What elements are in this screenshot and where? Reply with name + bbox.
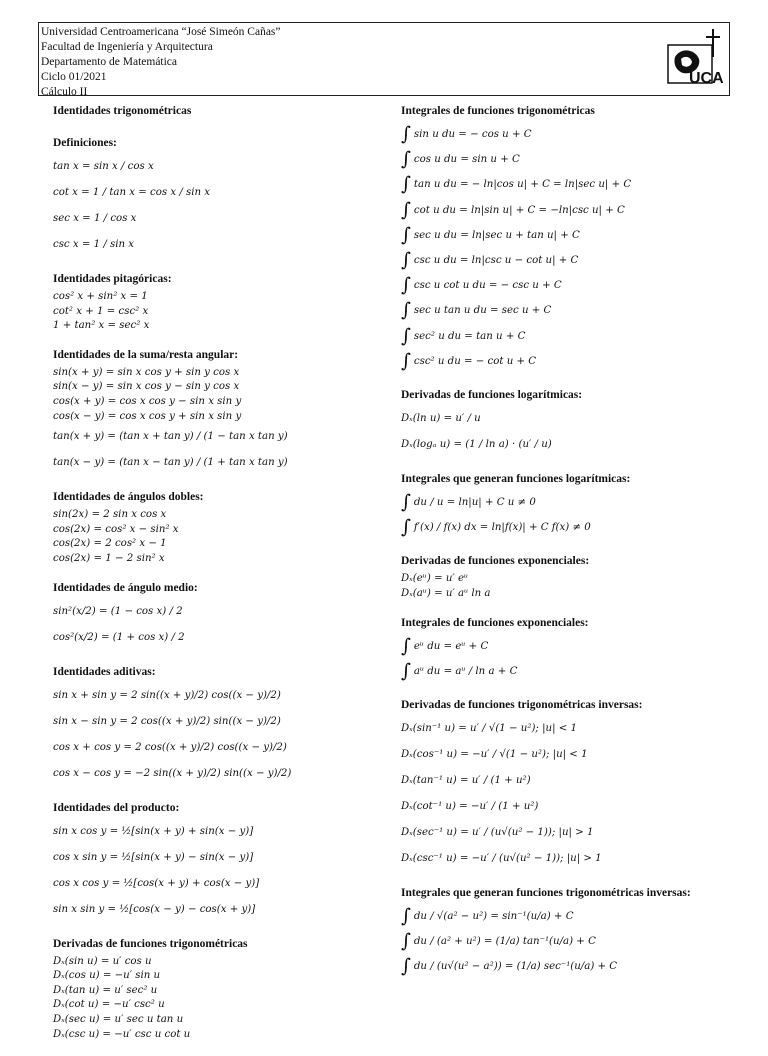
integral-formula: [401, 147, 741, 172]
section-title: Integrales de funciones exponenciales:: [401, 616, 589, 629]
formula-line: [53, 897, 373, 923]
formula-section: [401, 554, 741, 601]
formula-text: du / (a² + u²) = (1/a) tan⁻¹(u/a) + C: [413, 936, 596, 948]
integral-formula: [401, 954, 741, 979]
formula-line: [401, 587, 741, 602]
integral-sign-icon: ∫: [401, 516, 411, 539]
formula-text: sin x + sin y = 2 sin((x + y)/2) cos((x − y)/2): [53, 689, 281, 701]
document-header: [38, 22, 730, 96]
formula-section: [401, 472, 741, 540]
formula-text: sin(x − y) = sin x cos y − sin y cos x: [53, 381, 240, 393]
integral-sign-icon: ∫: [401, 659, 411, 682]
faculty-name: Facultad de Ingeniería y Arquitectura: [41, 41, 213, 53]
formula-line: [401, 742, 741, 768]
formula-text: sin²(x/2) = (1 − cos x) / 2: [53, 605, 183, 617]
formula-text: sec² u du = tan u + C: [413, 330, 526, 342]
formula-text: cos(2x) = 2 cos² x − 1: [53, 538, 167, 550]
formula-line: [53, 395, 373, 410]
formula-text: tan(x + y) = (tan x + tan y) / (1 − tan x tan y): [53, 431, 288, 443]
logo-text: UCA: [689, 70, 724, 87]
formula-line: [53, 709, 373, 735]
formula-text: Dₓ(cos⁻¹ u) = −u′ / √(1 − u²); |u| < 1: [401, 749, 588, 761]
formula-text: sin u du = − cos u + C: [413, 129, 532, 140]
formula-text: Dₓ(sec u) = u′ sec u tan u: [53, 1013, 184, 1025]
formula-text: sec u tan u du = sec u + C: [413, 305, 552, 317]
formula-text: cos x + cos y = 2 cos((x + y)/2) cos((x − y)/2): [53, 741, 287, 753]
formula-line: [53, 761, 373, 787]
integral-sign-icon: ∫: [401, 198, 411, 221]
formula-line: [53, 683, 373, 709]
formula-line: [401, 716, 741, 742]
formula-line: [401, 406, 741, 432]
formula-text: cot u du = ln|sin u| + C = −ln|csc u| + C: [413, 204, 625, 216]
formula-line: [401, 846, 741, 872]
section-title: Derivadas de funciones trigonométricas inversas:: [401, 699, 643, 712]
formula-text: cot² x + 1 = csc² x: [53, 305, 149, 317]
formula-section: [53, 665, 373, 787]
formula-text: Dₓ(sec⁻¹ u) = u′ / (u√(u² − 1)); |u| > 1: [401, 827, 594, 839]
formula-text: sec x = 1 / cos x: [53, 213, 137, 224]
formula-text: tan u du = − ln|cos u| + C = ln|sec u| + C: [413, 179, 632, 191]
formula-text: Dₓ(sin u) = u′ cos u: [53, 955, 152, 967]
formula-text: cot x = 1 / tan x = cos x / sin x: [53, 187, 211, 198]
formula-line: [401, 432, 741, 458]
formula-line: [53, 819, 373, 845]
header-text: [41, 25, 281, 100]
formula-text: Dₓ(csc u) = −u′ csc u cot u: [53, 1028, 191, 1040]
formula-text: cos(2x) = cos² x − sin² x: [53, 523, 179, 535]
formula-section: [53, 581, 373, 651]
formula-text: csc x = 1 / sin x: [53, 239, 135, 250]
formula-line: [53, 625, 373, 651]
formula-text: cos x cos y = ½[cos(x + y) + cos(x − y)]: [53, 877, 260, 889]
formula-text: cos² x + sin² x = 1: [53, 291, 148, 302]
integral-sign-icon: ∫: [401, 634, 411, 657]
integral-formula: [401, 324, 741, 349]
formula-text: eᵘ du = eᵘ + C: [413, 640, 489, 652]
formula-text: Dₓ(logₐ u) = (1 / ln a) · (u′ / u): [401, 439, 552, 451]
section-title: Integrales de funciones trigonométricas: [401, 105, 595, 117]
formula-text: Dₓ(cos u) = −u′ sin u: [53, 970, 161, 982]
cycle-label: Ciclo 01/2021: [41, 71, 107, 83]
formula-section: [401, 886, 741, 980]
formula-section: [401, 698, 741, 872]
formula-line: [53, 984, 373, 999]
integral-sign-icon: ∫: [401, 173, 411, 196]
formula-text: sin(x + y) = sin x cos y + sin y cos x: [53, 366, 240, 378]
section-title: Integrales que generan funciones trigonométricas inversas:: [401, 887, 691, 900]
formula-text: cos(2x) = 1 − 2 sin² x: [53, 552, 165, 564]
integral-sign-icon: ∫: [401, 905, 411, 928]
formula-text: cos x − cos y = −2 sin((x + y)/2) sin((x − y)/2): [53, 767, 292, 779]
formula-line: [53, 508, 373, 523]
section-title: Derivadas de funciones logarítmicas:: [401, 389, 583, 402]
formula-line: [53, 871, 373, 897]
formula-section: [53, 490, 373, 566]
section-title: Definiciones:: [53, 137, 117, 149]
formula-text: tan(x − y) = (tan x − tan y) / (1 + tan x tan y): [53, 457, 288, 469]
formula-line: [53, 537, 373, 552]
formula-line: [53, 599, 373, 625]
integral-formula: [401, 515, 741, 540]
formula-text: Dₓ(eᵘ) = u′ eᵘ: [401, 573, 469, 585]
formula-section: [401, 104, 741, 374]
formula-line: [53, 232, 373, 258]
formula-line: [53, 969, 373, 984]
formula-text: sin x − sin y = 2 cos((x + y)/2) sin((x − y)/2): [53, 715, 281, 727]
formula-line: [53, 366, 373, 381]
integral-formula: [401, 273, 741, 298]
university-name: Universidad Centroamericana “José Simeón Cañas”: [41, 26, 281, 38]
integral-sign-icon: ∫: [401, 299, 411, 322]
formula-text: sin x cos y = ½[sin(x + y) + sin(x − y)]: [53, 825, 254, 837]
integral-sign-icon: ∫: [401, 349, 411, 372]
formula-line: [401, 572, 741, 587]
course-name: Cálculo II: [41, 86, 88, 98]
formula-line: [53, 319, 373, 334]
formula-text: Dₓ(csc⁻¹ u) = −u′ / (u√(u² − 1)); |u| > 1: [401, 853, 602, 865]
integral-formula: [401, 634, 741, 659]
formula-line: [53, 1013, 373, 1028]
formula-line: [401, 768, 741, 794]
formula-text: tan x = sin x / cos x: [53, 161, 154, 172]
formula-text: cos²(x/2) = (1 + cos x) / 2: [53, 631, 185, 643]
formula-line: [53, 424, 373, 450]
formula-line: [53, 523, 373, 538]
integral-sign-icon: ∫: [401, 123, 411, 145]
formula-line: [53, 154, 373, 180]
formula-text: du / √(a² − u²) = sin⁻¹(u/a) + C: [413, 911, 574, 923]
section-title: Identidades de ángulo medio:: [53, 581, 198, 594]
formula-line: [53, 380, 373, 395]
integral-sign-icon: ∫: [401, 955, 411, 978]
formula-line: [53, 305, 373, 320]
formula-text: Dₓ(ln u) = u′ / u: [401, 413, 481, 425]
section-title: Identidades del producto:: [53, 801, 180, 814]
formula-text: Dₓ(sin⁻¹ u) = u′ / √(1 − u²); |u| < 1: [401, 723, 578, 735]
formula-text: csc u du = ln|csc u − cot u| + C: [413, 255, 579, 267]
formula-section: [53, 272, 373, 334]
integral-formula: [401, 349, 741, 374]
formula-text: du / u = ln|u| + C u ≠ 0: [413, 497, 536, 509]
formula-section: [401, 388, 741, 458]
integral-sign-icon: ∫: [401, 930, 411, 953]
formula-text: cos x sin y = ½[sin(x + y) − sin(x − y)]: [53, 851, 254, 863]
formula-section: [53, 348, 373, 476]
section-title: Identidades aditivas:: [53, 665, 156, 678]
integral-formula: [401, 223, 741, 248]
integral-sign-icon: ∫: [401, 274, 411, 297]
section-title: Derivadas de funciones exponenciales:: [401, 555, 590, 568]
formula-section: [53, 801, 373, 923]
section-title: Identidades pitagóricas:: [53, 273, 172, 285]
formula-line: [53, 1028, 373, 1043]
formula-line: [53, 735, 373, 761]
formula-text: du / (u√(u² − a²)) = (1/a) sec⁻¹(u/a) + C: [413, 961, 618, 973]
formula-text: sin x sin y = ½[cos(x − y) − cos(x + y)]: [53, 903, 256, 915]
integral-sign-icon: ∫: [401, 491, 411, 514]
formula-line: [401, 794, 741, 820]
formula-line: [53, 410, 373, 425]
formula-line: [53, 845, 373, 871]
integral-sign-icon: ∫: [401, 249, 411, 272]
formula-text: 1 + tan² x = sec² x: [53, 320, 150, 332]
formula-text: aᵘ du = aᵘ / ln a + C: [413, 665, 518, 677]
formula-section: [53, 937, 373, 1043]
formula-text: Dₓ(cot⁻¹ u) = −u′ / (1 + u²): [401, 801, 539, 813]
formula-line: [401, 820, 741, 846]
page-title: Identidades trigonométricas: [53, 105, 192, 117]
formula-line: [53, 998, 373, 1013]
right-column: [401, 104, 741, 994]
formula-line: [53, 955, 373, 970]
formula-text: sin(2x) = 2 sin x cos x: [53, 509, 167, 521]
uca-logo: [665, 27, 725, 89]
formula-text: Dₓ(tan⁻¹ u) = u′ / (1 + u²): [401, 775, 531, 787]
formula-text: cos(x − y) = cos x cos y + sin x sin y: [53, 410, 242, 422]
department-name: Departamento de Matemática: [41, 56, 178, 68]
formula-text: csc u cot u du = − csc u + C: [413, 280, 562, 292]
formula-line: [53, 290, 373, 305]
section-title: Identidades de la suma/resta angular:: [53, 348, 239, 361]
integral-formula: [401, 248, 741, 273]
integral-sign-icon: ∫: [401, 148, 411, 171]
formula-text: Dₓ(aᵘ) = u′ aᵘ ln a: [401, 588, 491, 600]
formula-text: sec u du = ln|sec u + tan u| + C: [413, 229, 580, 241]
formula-line: [53, 180, 373, 206]
formula-line: [53, 206, 373, 232]
formula-section: [53, 136, 373, 258]
integral-formula: [401, 298, 741, 323]
integral-formula: [401, 198, 741, 223]
formula-line: [53, 552, 373, 567]
section-title: Identidades de ángulos dobles:: [53, 491, 204, 504]
formula-text: csc² u du = − cot u + C: [413, 355, 537, 367]
formula-text: cos u du = sin u + C: [413, 154, 520, 166]
integral-formula: [401, 904, 741, 929]
integral-sign-icon: ∫: [401, 223, 411, 246]
integral-formula: [401, 122, 741, 147]
integral-formula: [401, 659, 741, 684]
formula-text: Dₓ(tan u) = u′ sec² u: [53, 984, 158, 996]
formula-line: [53, 450, 373, 476]
integral-formula: [401, 929, 741, 954]
formula-section: [401, 616, 741, 684]
section-title: Derivadas de funciones trigonométricas: [53, 937, 248, 950]
integral-formula: [401, 490, 741, 515]
formula-text: Dₓ(cot u) = −u′ csc² u: [53, 999, 165, 1011]
section-title: Integrales que generan funciones logarítmicas:: [401, 473, 631, 486]
formula-text: f′(x) / f(x) dx = ln|f(x)| + C f(x) ≠ 0: [413, 522, 591, 534]
left-column: [53, 104, 373, 1056]
integral-formula: [401, 172, 741, 197]
integral-sign-icon: ∫: [401, 324, 411, 347]
formula-text: cos(x + y) = cos x cos y − sin x sin y: [53, 395, 242, 407]
